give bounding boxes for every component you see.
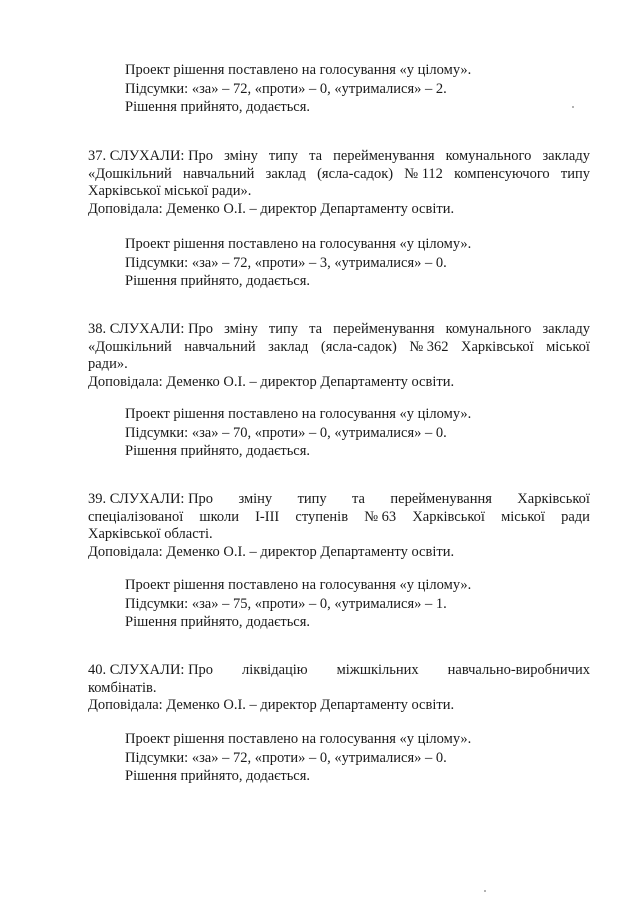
item-line bbox=[88, 662, 590, 680]
vote-block bbox=[125, 61, 605, 117]
word: № 63 bbox=[364, 508, 397, 525]
word: зміну bbox=[224, 148, 258, 164]
item-line bbox=[88, 321, 590, 339]
word: Харківської bbox=[517, 491, 590, 507]
vote-decision: Рішення прийнято, додається. bbox=[125, 768, 311, 784]
word: закладу bbox=[542, 148, 590, 164]
word: навчальний bbox=[182, 165, 255, 182]
speaker-line: Доповідала: Деменко О.І. – директор Департаменту освіти. bbox=[88, 200, 455, 217]
word: (ясла-садок) bbox=[317, 165, 394, 182]
scan-speck bbox=[484, 890, 486, 892]
word: перейменування bbox=[333, 148, 435, 164]
vote-results: Підсумки: «за» – 72, «проти» – 0, «утрималися» – 2. bbox=[125, 80, 447, 97]
word: перейменування bbox=[390, 491, 492, 507]
word: та bbox=[309, 148, 323, 164]
speaker-line: Доповідала: Деменко О.І. – директор Департаменту освіти. bbox=[88, 373, 455, 390]
word: І-ІІІ bbox=[255, 508, 280, 525]
agenda-item-38 bbox=[88, 321, 590, 391]
word: комунального bbox=[445, 148, 532, 164]
word: комунального bbox=[445, 321, 532, 337]
vote-proposal: Проект рішення поставлено на голосування «у цілому». bbox=[125, 577, 472, 593]
vote-decision: Рішення прийнято, додається. bbox=[125, 273, 311, 289]
word: заклад bbox=[265, 165, 306, 182]
word: заклад bbox=[268, 338, 309, 355]
word: «Дошкільний bbox=[88, 338, 172, 355]
item-line bbox=[88, 166, 590, 184]
word: міської bbox=[501, 508, 545, 525]
word: № 112 bbox=[404, 165, 443, 182]
word: перейменування bbox=[333, 321, 435, 337]
word: № 362 bbox=[409, 338, 449, 355]
word: міської bbox=[546, 338, 590, 355]
scan-speck bbox=[572, 106, 574, 108]
item-line bbox=[88, 491, 590, 509]
item-number-heard: 39. СЛУХАЛИ: Про bbox=[88, 491, 214, 507]
word: типу bbox=[268, 321, 299, 337]
speaker-line: Доповідала: Деменко О.І. – директор Департаменту освіти. bbox=[88, 543, 455, 560]
word: та bbox=[309, 321, 323, 337]
vote-block bbox=[125, 235, 605, 291]
item-line bbox=[88, 148, 590, 166]
word: школи bbox=[199, 508, 239, 525]
word: типу bbox=[297, 491, 327, 507]
speaker-line: Доповідала: Деменко О.І. – директор Департаменту освіти. bbox=[88, 697, 455, 713]
word: Харківської bbox=[412, 508, 485, 525]
word: Харківської bbox=[460, 338, 534, 355]
word: міжшкільних bbox=[336, 662, 419, 678]
item-number-heard: 37. СЛУХАЛИ: Про bbox=[88, 148, 214, 164]
vote-block bbox=[125, 576, 605, 632]
vote-block bbox=[125, 405, 605, 461]
word: компенсуючого bbox=[454, 165, 550, 182]
item-line bbox=[88, 339, 590, 357]
item-last-line: комбінатів. bbox=[88, 679, 157, 696]
word: навчально-виробничих bbox=[447, 662, 590, 678]
item-number-heard: 40. СЛУХАЛИ: Про bbox=[88, 662, 214, 678]
agenda-item-37 bbox=[88, 148, 590, 218]
word: зміну bbox=[224, 321, 258, 337]
item-last-line: Харківської області. bbox=[88, 526, 213, 542]
vote-decision: Рішення прийнято, додається. bbox=[125, 614, 311, 630]
word: (ясла-садок) bbox=[320, 338, 397, 355]
item-line bbox=[88, 509, 590, 527]
word: ступенів bbox=[295, 508, 349, 525]
vote-proposal: Проект рішення поставлено на голосування «у цілому». bbox=[125, 406, 472, 422]
vote-decision: Рішення прийнято, додається. bbox=[125, 99, 311, 115]
vote-results: Підсумки: «за» – 72, «проти» – 3, «утрималися» – 0. bbox=[125, 254, 447, 271]
vote-results: Підсумки: «за» – 75, «проти» – 0, «утрималися» – 1. bbox=[125, 595, 447, 612]
agenda-item-39 bbox=[88, 491, 590, 561]
word: типу bbox=[268, 148, 299, 164]
word: зміну bbox=[238, 491, 273, 507]
item-last-line: Харківської міської ради». bbox=[88, 183, 252, 199]
word: навчальний bbox=[184, 338, 256, 355]
vote-proposal: Проект рішення поставлено на голосування «у цілому». bbox=[125, 731, 472, 747]
vote-proposal: Проект рішення поставлено на голосування «у цілому». bbox=[125, 236, 472, 252]
word: спеціалізованої bbox=[88, 508, 184, 525]
word: ліквідацію bbox=[242, 662, 308, 678]
vote-results: Підсумки: «за» – 72, «проти» – 0, «утрималися» – 0. bbox=[125, 749, 447, 766]
word: та bbox=[352, 491, 365, 507]
item-last-line: ради». bbox=[88, 356, 128, 372]
vote-decision: Рішення прийнято, додається. bbox=[125, 443, 311, 459]
vote-results: Підсумки: «за» – 70, «проти» – 0, «утрималися» – 0. bbox=[125, 424, 447, 441]
word: закладу bbox=[542, 321, 590, 337]
vote-proposal: Проект рішення поставлено на голосування «у цілому». bbox=[125, 62, 472, 78]
agenda-item-40 bbox=[88, 662, 590, 715]
word: ради bbox=[561, 508, 590, 525]
word: «Дошкільний bbox=[88, 165, 172, 182]
word: типу bbox=[560, 165, 590, 182]
item-number-heard: 38. СЛУХАЛИ: Про bbox=[88, 321, 214, 337]
vote-block bbox=[125, 730, 605, 786]
